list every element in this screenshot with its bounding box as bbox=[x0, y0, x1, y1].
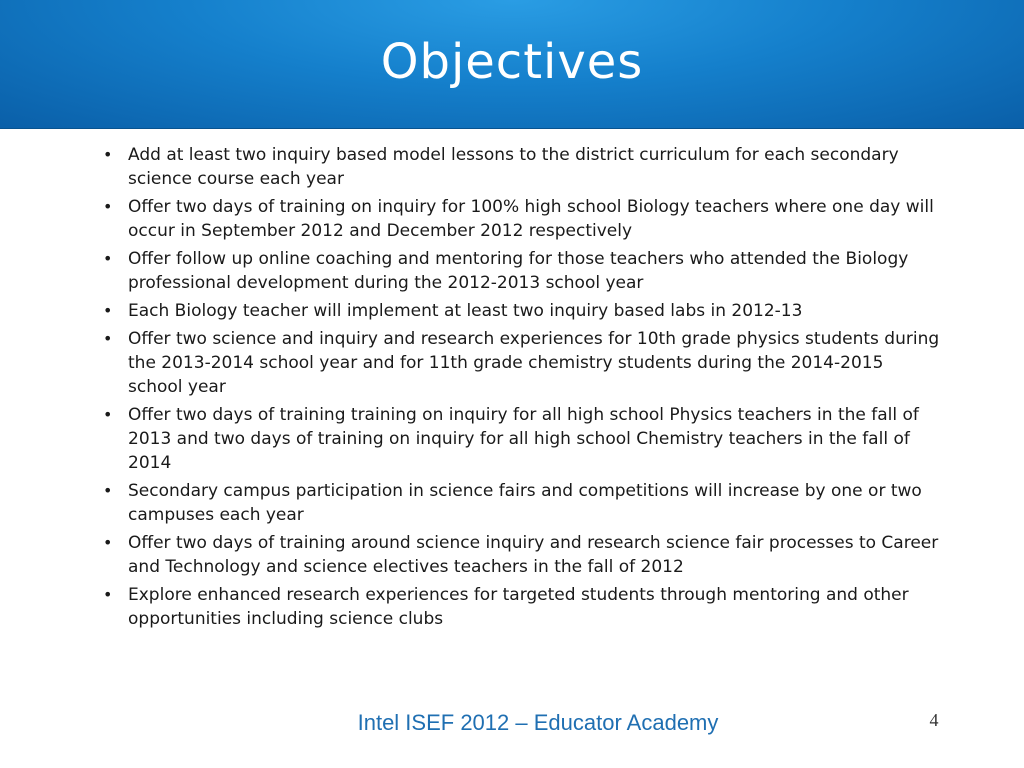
objectives-list bbox=[100, 143, 940, 635]
list-item: • Offer follow up online coaching and mentoring for those teachers who attended the Biology professional development during the 2012-2013 school year bbox=[100, 247, 940, 295]
page-number: 4 bbox=[929, 710, 939, 730]
list-item: • Offer two days of training on inquiry for 100% high school Biology teachers where one day will occur in September 2012 and December 2012 respectively bbox=[100, 195, 940, 243]
list-item: • Offer two days of training around science inquiry and research science fair processes to Career and Technology and science electives teachers in the fall of 2012 bbox=[100, 531, 940, 579]
list-item: • Offer two days of training training on inquiry for all high school Physics teachers in the fall of 2013 and two days of training on inquiry for all high school Chemistry teachers in the fall of 2014 bbox=[100, 403, 940, 475]
title-band bbox=[0, 0, 1024, 129]
list-item: • Explore enhanced research experiences for targeted students through mentoring and other opportunities including science clubs bbox=[100, 583, 940, 631]
slide-footer: Intel ISEF 2012 – Educator Academy bbox=[357, 710, 719, 735]
list-item: • Add at least two inquiry based model lessons to the district curriculum for each secondary science course each year bbox=[100, 143, 940, 191]
list-item: • Each Biology teacher will implement at least two inquiry based labs in 2012-13 bbox=[100, 299, 940, 323]
list-item: • Offer two science and inquiry and research experiences for 10th grade physics students during the 2013-2014 school year and for 11th grade chemistry students during the 2014-2015 school year bbox=[100, 327, 940, 399]
slide-title: Objectives bbox=[380, 34, 644, 90]
list-item: • Secondary campus participation in science fairs and competitions will increase by one or two campuses each year bbox=[100, 479, 940, 527]
